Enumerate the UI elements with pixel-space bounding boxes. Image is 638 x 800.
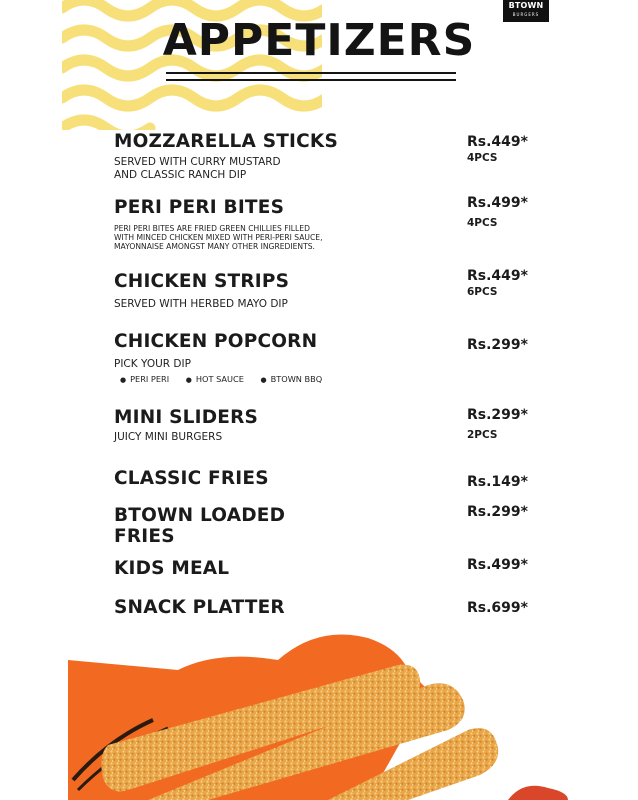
- item-price-block: [467, 600, 577, 617]
- item-description: PICK YOUR DIP: [114, 358, 191, 370]
- item-price: Rs.699*: [467, 600, 528, 616]
- title-underline-top: [166, 72, 456, 74]
- item-description: SERVED WITH CURRY MUSTARD AND CLASSIC RANCH DIP: [114, 156, 281, 181]
- item-name: CHICKEN POPCORN: [114, 331, 318, 352]
- item-price-block: [467, 557, 577, 574]
- menu-item: [114, 271, 414, 311]
- menu-item: [114, 331, 414, 384]
- item-description: JUICY MINI BURGERS: [114, 431, 223, 443]
- item-price: Rs.499*: [467, 557, 528, 573]
- menu-item: [114, 468, 414, 489]
- menu-item: [114, 597, 414, 618]
- item-name: MOZZARELLA STICKS: [114, 131, 338, 152]
- item-price-block: [467, 504, 577, 521]
- menu-item: [114, 407, 414, 444]
- mozzarella-sticks-photo: [68, 630, 568, 800]
- item-name: KIDS MEAL: [114, 558, 230, 579]
- item-price-block: [467, 337, 577, 354]
- brand-name: BTOWN: [508, 1, 544, 10]
- item-name: BTOWN LOADED FRIES: [114, 505, 286, 547]
- dip-option: ● PERI PERI: [120, 374, 169, 384]
- page-title: APPETIZERS: [162, 15, 476, 66]
- item-price-block: [467, 268, 577, 299]
- item-price-block: [467, 195, 577, 230]
- item-price: Rs.299*: [467, 407, 528, 423]
- dip-options: [114, 374, 414, 384]
- item-price-block: [467, 407, 577, 442]
- menu-item: [114, 197, 444, 252]
- item-quantity: 6PCS: [467, 286, 498, 298]
- item-quantity: 2PCS: [467, 429, 498, 441]
- item-quantity: 4PCS: [467, 152, 498, 164]
- item-price: Rs.449*: [467, 268, 528, 284]
- item-price: Rs.299*: [467, 504, 528, 520]
- item-price: Rs.499*: [467, 195, 528, 211]
- dip-option: ● BTOWN BBQ: [261, 374, 323, 384]
- item-price: Rs.449*: [467, 134, 528, 150]
- brand-sub: BURGERS: [512, 12, 540, 17]
- item-price: Rs.149*: [467, 474, 528, 490]
- item-price: Rs.299*: [467, 337, 528, 353]
- item-quantity: 4PCS: [467, 217, 498, 229]
- item-price-block: [467, 134, 577, 165]
- item-description: SERVED WITH HERBED MAYO DIP: [114, 298, 288, 310]
- menu-item: [114, 131, 414, 181]
- dip-option: ● HOT SAUCE: [186, 374, 244, 384]
- item-name: CLASSIC FRIES: [114, 468, 269, 489]
- menu-item: [114, 558, 414, 579]
- title-underline-bottom: [166, 79, 456, 81]
- item-name: SNACK PLATTER: [114, 597, 285, 618]
- item-description: PERI PERI BITES ARE FRIED GREEN CHILLIES FILLED WITH MINCED CHICKEN MIXED WITH PERI-PERI SAUCE, MAYONNAISE AMONGST MANY OTHER INGREDIENTS.: [114, 224, 323, 252]
- item-name: CHICKEN STRIPS: [114, 271, 290, 292]
- item-name: PERI PERI BITES: [114, 197, 285, 218]
- item-name: MINI SLIDERS: [114, 407, 259, 428]
- menu-item: [114, 505, 414, 547]
- item-price-block: [467, 474, 577, 491]
